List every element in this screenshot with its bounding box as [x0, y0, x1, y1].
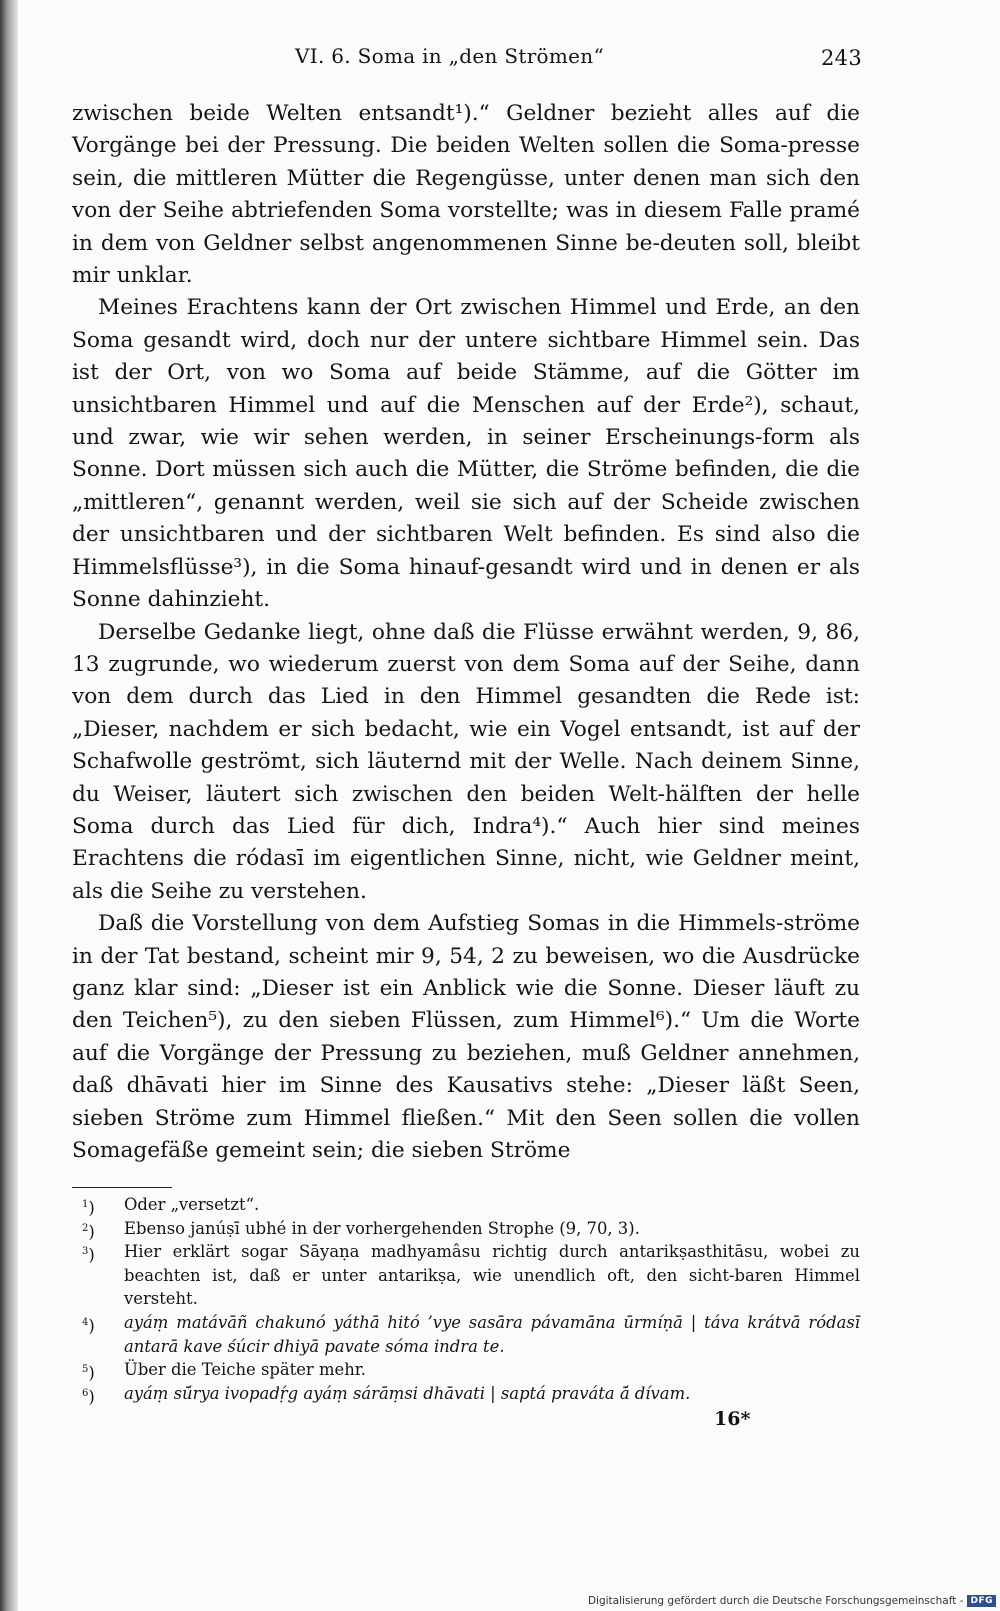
footnote-marker: 3 — [82, 1246, 89, 1258]
footnote-marker: 5 — [82, 1364, 89, 1376]
paragraph-4: Daß die Vorstellung von dem Aufstieg Somas in die Himmels-ströme in der Tat bestand, scheint mir 9, 54, 2 zu beweisen, wo die Ausdrücke ganz klar sind: „Dieser ist ein Anblick wie die Sonne. Dieser läuft zu den Teichen⁵), zu den sieben Flüssen, zum Himmel⁶).“ Um die Worte auf die Vorgänge der Pressung zu beziehen, muß Geldner annehmen, daß dhāvati hier im Sinne des Kausativs stehe: „Dieser läßt Seen, sieben Ströme zum Himmel fließen.“ Mit den Seen sollen die vollen Somagefäße gemeint sein; die sieben Ströme — [72, 911, 860, 1163]
header-title: VI. 6. Soma in „den Strömen“ — [295, 44, 605, 68]
page-number: 243 — [821, 46, 862, 70]
footer-text: Digitalisierung gefördert durch die Deutsche Forschungsgemeinschaft - — [587, 1595, 964, 1607]
footnote: $^1$) Oder „versetzt“. — [82, 1195, 260, 1218]
footnote-text: Oder „versetzt“. — [124, 1195, 260, 1214]
footnote-text: ayáṃ sū́rya ivopadṛ́g ayáṃ sárāṃsi dhāvati | saptá praváta ā́ dívam. — [124, 1383, 691, 1403]
footnote-text: Hier erklärt sogar Sāyaṇa madhyamâsu richtig durch antarikṣasthitāsu, wobei zu beachten ist, daß er unter antarikṣa, wie unendlich oft, den sicht-baren Himmel versteht. — [124, 1242, 860, 1309]
footnote-marker: 2 — [82, 1222, 89, 1234]
footnote: $^6$) ayáṃ sū́rya ivopadṛ́g ayáṃ sárāṃsi dhāvati | saptá praváta ā́ dívam. — [82, 1383, 691, 1407]
footnote: $^3$) Hier erklärt sogar Sāyaṇa madhyamâsu richtig durch antarikṣasthitāsu, wobei zu beachten ist, daß er unter antarikṣa, wie unendlich oft, den sicht-baren Himmel versteht. — [82, 1242, 860, 1309]
digitization-footer — [588, 1595, 996, 1607]
paragraph-1: zwischen beide Welten entsandt¹).“ Geldner bezieht alles auf die Vorgänge bei der Pressung. Die beiden Welten sollen die Soma-presse sein, die mittleren Mütter die Regengüsse, unter denen man sich den von der Seihe abtriefenden Soma vorstellte; was in diesem Falle pramé in dem von Geldner selbst angenommenen Sinne be-deuten soll, bleibt mir unklar. — [72, 101, 860, 289]
footnotes — [66, 1193, 860, 1405]
signature-mark: 16* — [714, 1408, 751, 1430]
footnote-text: Über die Teiche später mehr. — [124, 1360, 366, 1380]
footnote-marker: 1 — [82, 1199, 89, 1210]
scan-edge-shadow — [0, 0, 18, 1611]
paragraph-2: Meines Erachtens kann der Ort zwischen Himmel und Erde, an den Soma gesandt wird, doch nur der untere sichtbare Himmel sein. Das ist der Ort, von wo Soma auf beide Stämme, auf die Götter im unsichtbaren Himmel und auf die Menschen auf der Erde²), schaut, und zwar, wie wir sehen werden, in seiner Erscheinungs-form als Sonne. Dort müssen sich auch die Mütter, die Ströme befinden, die die „mittleren“, genannt werden, weil sie sich auf der Scheide zwischen der unsichtbaren und der sichtbaren Welt befinden. Es sind also die Himmelsflüsse³), in die Soma hinauf-gesandt wird und in denen er als Sonne dahinzieht. — [72, 295, 860, 613]
paragraph-3: Derselbe Gedanke liegt, ohne daß die Flüsse erwähnt werden, 9, 86, 13 zugrunde, wo wiederum zuerst von dem Soma auf der Seihe, dann von dem durch das Lied in den Himmel gesandten die Rede ist: „Dieser, nachdem er sich bedacht, wie ein Vogel entsandt, ist auf der Schafwolle geströmt, sich läuternd mit der Welle. Nach deinem Sinne, du Weiser, läutert sich zwischen den beiden Welt-hälften der helle Soma durch das Lied für dich, Indra⁴).“ Auch hier sind meines Erachtens die ródasī im eigentlichen Sinne, nicht, wie Geldner meint, als die Seihe zu verstehen. — [72, 619, 860, 904]
footnote: $^4$) ayáṃ matávāñ chakunó yáthā hitó ’vye sasāra pávamāna ūrmíṇā | táva krátvā ródasī antarā kave śúcir dhiyā pavate sóma indra te. — [82, 1312, 860, 1356]
footnote-text: Ebenso janúṣī ubhé in der vorhergehenden Strophe (9, 70, 3). — [124, 1218, 640, 1238]
dfg-logo[interactable]: DFG — [967, 1595, 996, 1607]
footnote-text: ayáṃ matávāñ chakunó yáthā hitó ’vye sasāra pávamāna ūrmíṇā | táva krátvā ródasī antarā kave śúcir dhiyā pavate sóma indra te. — [124, 1312, 860, 1356]
footnote-separator — [72, 1187, 172, 1188]
footnote: $^5$) Über die Teiche später mehr. — [82, 1360, 366, 1383]
footnote-marker: 6 — [82, 1387, 89, 1399]
main-text — [72, 98, 860, 1167]
footnote-marker: 4 — [82, 1316, 89, 1328]
footnote: $^2$) Ebenso janúṣī ubhé in der vorhergehenden Strophe (9, 70, 3). — [82, 1218, 640, 1242]
